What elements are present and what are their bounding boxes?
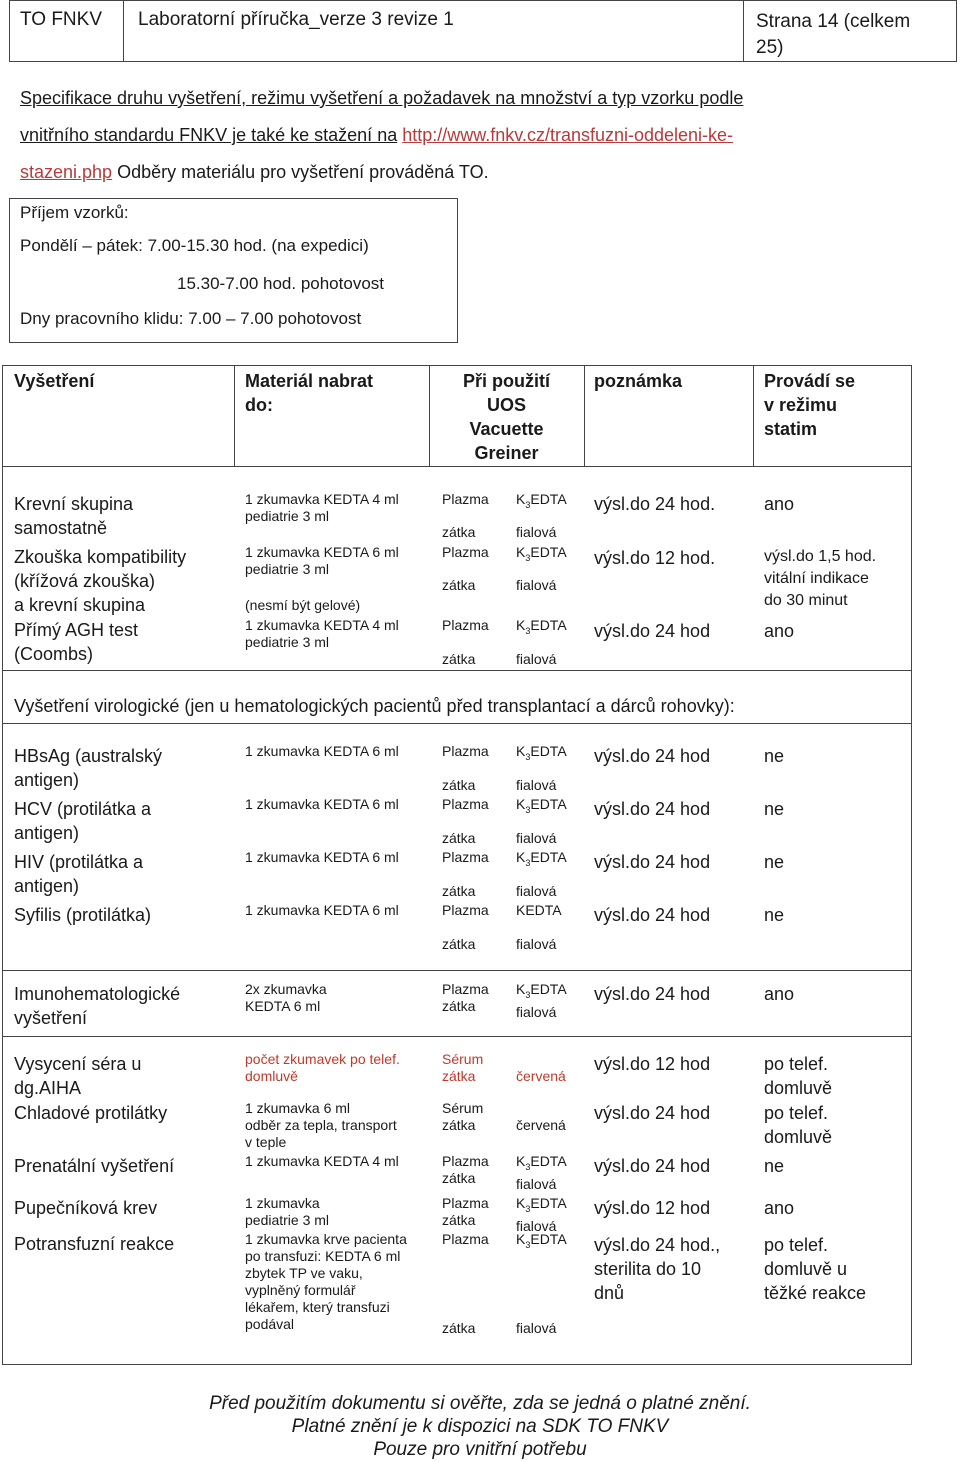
download-link[interactable]: http://www.fnkv.cz/transfuzni-oddeleni-ke- [402, 125, 734, 145]
statim-syfilis: ne [764, 905, 785, 925]
material-transfusion-reaction: 1 zkumavka krve pacienta po transfuzi: KEDTA 6 ml zbytek TP ve vaku, vyplněný formulář lékařem, který transfuzi podával [245, 1231, 407, 1332]
exam-prenatal: Prenatální vyšetření [14, 1156, 175, 1176]
th-uos: Při použití UOS Vacuette Greiner [463, 371, 550, 463]
tube-kedta: KEDTA [516, 902, 562, 918]
material-cord-blood: 1 zkumavka pediatrie 3 ml [245, 1195, 330, 1228]
statim-prenatal: ne [764, 1156, 785, 1176]
tube-k3edta-fialova: $K_3EDTA$ fialová [516, 981, 567, 1020]
material-hcv: 1 zkumavka KEDTA 6 ml [245, 796, 399, 812]
note-immunohematology: výsl.do 24 hod [594, 984, 711, 1004]
tube-fialova: fialová [516, 777, 557, 793]
note-agh: výsl.do 24 hod [594, 621, 711, 641]
material-syfilis: 1 zkumavka KEDTA 6 ml [245, 902, 399, 918]
sample-receipt-box [9, 198, 458, 343]
note-hiv: výsl.do 24 hod [594, 852, 711, 872]
tube-zatka: zátka [442, 577, 476, 593]
exam-cold-antibodies: Chladové protilátky [14, 1103, 168, 1123]
tube-k3edta: $K_3EDTA$ [516, 491, 567, 510]
exam-aiha: Vysycení séra u dg.AIHA [14, 1054, 142, 1098]
statim-agh: ano [764, 621, 795, 641]
th-exam: Vyšetření [14, 371, 95, 391]
note-cold-antibodies: výsl.do 24 hod [594, 1103, 711, 1123]
statim-hiv: ne [764, 852, 785, 872]
material-agh: 1 zkumavka KEDTA 4 ml pediatrie 3 ml [245, 617, 399, 650]
note-prenatal: výsl.do 24 hod [594, 1156, 711, 1176]
exam-compatibility: Zkouška kompatibility (křížová zkouška) a krevní skupina [14, 547, 187, 615]
tube-k3edta: $K_3EDTA$ [516, 849, 567, 868]
tube-fialova: fialová [516, 1320, 557, 1336]
exam-hiv: HIV (protilátka a antigen) [14, 852, 144, 896]
note-hcv: výsl.do 24 hod [594, 799, 711, 819]
statim-aiha: po telef. domluvě [764, 1054, 833, 1098]
exam-blood-group: Krevní skupina samostatně [14, 494, 134, 538]
receipt-weekday: Pondělí – pátek: 7.00-15.30 hod. (na expedici) [20, 236, 369, 255]
tube-fialova: fialová [516, 936, 557, 952]
material-compatibility-note: (nesmí být gelové) [245, 597, 361, 613]
tube-zatka: zátka [442, 1320, 476, 1336]
header-page-number [744, 1, 956, 61]
tube-plazma: Plazma [442, 491, 489, 507]
exam-hbsag: HBsAg (australský antigen) [14, 746, 163, 790]
tube-zatka: zátka [442, 936, 476, 952]
tube-plazma-zatka: Plazma zátka [442, 981, 489, 1014]
intro-line-2: vnitřního standardu FNKV je také ke stažení na http://www.fnkv.cz/transfuzni-oddeleni-ke- [20, 125, 734, 145]
material-aiha: počet zkumavek po telef. domluvě [245, 1051, 400, 1084]
footer-line-2: Platné znění je k dispozici na SDK TO FNKV [291, 1416, 669, 1437]
tube-plazma: Plazma [442, 902, 489, 918]
page-line-1: Strana 14 (celkem [756, 11, 911, 32]
exam-table [2, 365, 912, 1365]
tube-cervena: červená [516, 1068, 566, 1084]
document-header [9, 0, 957, 62]
tube-fialova: fialová [516, 830, 557, 846]
tube-fialova: fialová [516, 524, 557, 540]
tube-k3edta-fialova: $K_3EDTA$ fialová [516, 1153, 567, 1192]
statim-hbsag: ne [764, 746, 785, 766]
th-note: poznámka [594, 371, 683, 391]
intro-line-1: Specifikace druhu vyšetření, režimu vyšetření a požadavek na množství a typ vzorku podle [20, 88, 744, 108]
exam-immunohematology: Imunohematologické vyšetření [14, 984, 181, 1028]
page-line-2: 25) [756, 37, 784, 58]
tube-plazma-zatka: Plazma zátka [442, 1195, 489, 1228]
tube-cervena: červená [516, 1117, 566, 1133]
tube-plazma: Plazma [442, 544, 489, 560]
material-compatibility: 1 zkumavka KEDTA 6 ml pediatrie 3 ml [245, 544, 399, 577]
tube-zatka: zátka [442, 883, 476, 899]
tube-k3edta: $K_3EDTA$ [516, 1231, 567, 1250]
note-cord-blood: výsl.do 12 hod [594, 1198, 711, 1218]
tube-zatka: zátka [442, 830, 476, 846]
tube-k3edta: $K_3EDTA$ [516, 743, 567, 762]
tube-zatka: zátka [442, 651, 476, 667]
virology-title: Vyšetření virologické (jen u hematologických pacientů před transplantací a dárců rohovky): [14, 696, 735, 716]
note-aiha: výsl.do 12 hod [594, 1054, 711, 1074]
exam-transfusion-reaction: Potransfuzní reakce [14, 1234, 175, 1254]
tube-zatka: zátka [442, 524, 476, 540]
tube-plazma: Plazma [442, 849, 489, 865]
exam-cord-blood: Pupečníková krev [14, 1198, 158, 1218]
exam-hcv: HCV (protilátka a antigen) [14, 799, 152, 843]
tube-zatka: zátka [442, 777, 476, 793]
exam-agh-test: Přímý AGH test (Coombs) [14, 620, 139, 664]
th-material: Materiál nabrat do: [245, 371, 374, 415]
statim-immunohematology: ano [764, 984, 795, 1004]
footer-line-3: Pouze pro vnitřní potřebu [373, 1439, 587, 1460]
tube-k3edta: $K_3EDTA$ [516, 617, 567, 636]
material-hbsag: 1 zkumavka KEDTA 6 ml [245, 743, 399, 759]
note-compatibility: výsl.do 12 hod. [594, 548, 716, 568]
th-statim: Provádí se v režimu statim [764, 371, 856, 439]
material-immunohematology: 2x zkumavka KEDTA 6 ml [245, 981, 327, 1014]
tube-plazma: Plazma [442, 1231, 489, 1247]
note-blood-group: výsl.do 24 hod. [594, 494, 716, 514]
exam-syfilis: Syfilis (protilátka) [14, 905, 152, 925]
material-cold-antibodies: 1 zkumavka 6 ml odběr za tepla, transport v teple [245, 1100, 397, 1150]
material-prenatal: 1 zkumavka KEDTA 4 ml [245, 1153, 399, 1169]
tube-plazma-zatka: Plazma zátka [442, 1153, 489, 1186]
tube-plazma: Plazma [442, 617, 489, 633]
statim-hcv: ne [764, 799, 785, 819]
receipt-weekday-night: 15.30-7.00 hod. pohotovost [177, 274, 384, 293]
header-title: Laboratorní příručka_verze 3 revize 1 [124, 1, 744, 61]
tube-fialova: fialová [516, 651, 557, 667]
tube-k3edta: $K_3EDTA$ [516, 544, 567, 563]
note-transfusion-reaction: výsl.do 24 hod., sterilita do 10 dnů [594, 1235, 721, 1303]
document-footer [0, 1392, 960, 1461]
statim-compatibility: výsl.do 1,5 hod. vitální indikace do 30 minut [764, 548, 877, 609]
tube-plazma: Plazma [442, 743, 489, 759]
tube-serum-zatka: Sérum zátka [442, 1100, 484, 1133]
receipt-off-days: Dny pracovního klidu: 7.00 – 7.00 pohotovost [20, 309, 362, 328]
tube-serum-zatka: Sérum zátka [442, 1051, 484, 1084]
tube-k3edta-fialova: $K_3EDTA$ fialová [516, 1195, 567, 1234]
note-syfilis: výsl.do 24 hod [594, 905, 711, 925]
statim-cord-blood: ano [764, 1198, 795, 1218]
material-hiv: 1 zkumavka KEDTA 6 ml [245, 849, 399, 865]
statim-transfusion-reaction: po telef. domluvě u těžké reakce [764, 1235, 867, 1303]
intro-line-3: stazeni.php Odběry materiálu pro vyšetření prováděná TO. [20, 162, 489, 182]
note-hbsag: výsl.do 24 hod [594, 746, 711, 766]
footer-line-1: Před použitím dokumentu si ověřte, zda se jedná o platné znění. [209, 1393, 751, 1414]
tube-k3edta: $K_3EDTA$ [516, 796, 567, 815]
tube-fialova: fialová [516, 883, 557, 899]
statim-cold-antibodies: po telef. domluvě [764, 1103, 833, 1147]
header-org: TO FNKV [10, 1, 124, 61]
receipt-title: Příjem vzorků: [20, 203, 129, 222]
statim-blood-group: ano [764, 494, 795, 514]
download-link-cont[interactable]: stazeni.php [20, 162, 113, 182]
tube-fialova: fialová [516, 577, 557, 593]
tube-plazma: Plazma [442, 796, 489, 812]
material-blood-group: 1 zkumavka KEDTA 4 ml pediatrie 3 ml [245, 491, 399, 524]
